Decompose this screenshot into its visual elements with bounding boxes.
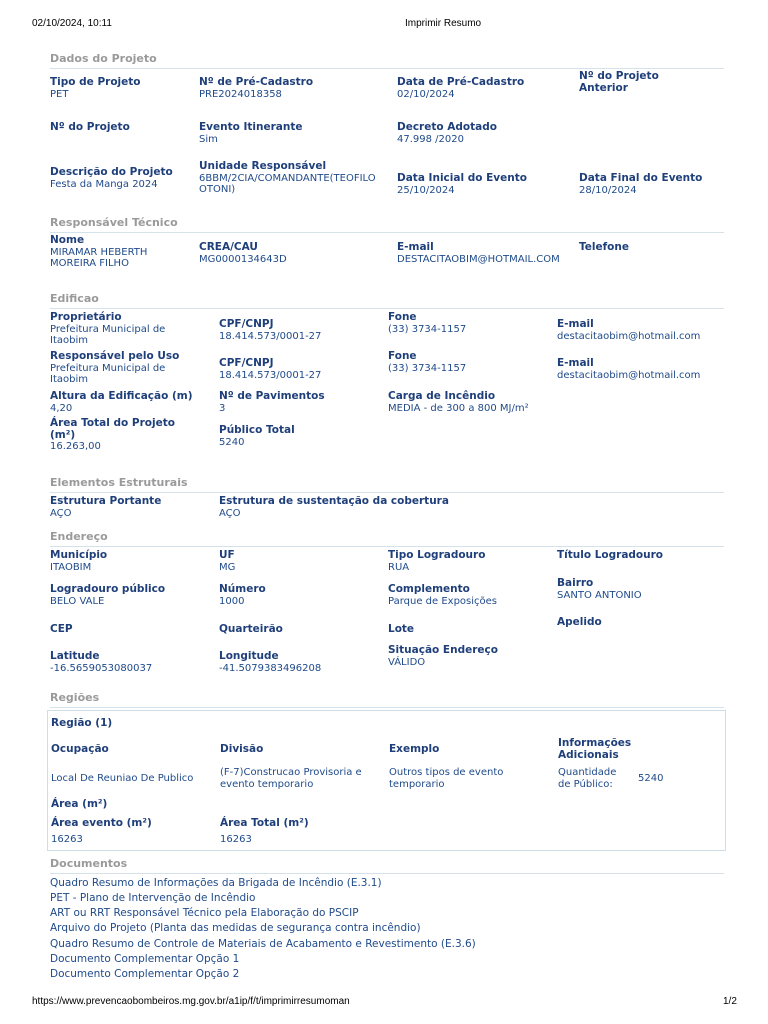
field-lote [388, 624, 414, 636]
field-value: 4,20 [50, 402, 73, 414]
field-value: (33) 3734-1157 [388, 362, 467, 374]
field-value: DESTACITAOBIM@HOTMAIL.COM [397, 253, 560, 265]
field-value: PET [50, 88, 69, 100]
section-endereco: Endereço [50, 530, 724, 547]
document-link[interactable]: Documento Complementar Opção 1 [50, 953, 240, 965]
field-label: Evento Itinerante [199, 121, 303, 133]
field-value: 5240 [219, 436, 245, 448]
field-label: Fone [388, 350, 417, 362]
field-descricao [50, 167, 173, 190]
field-value: Festa da Manga 2024 [50, 178, 158, 190]
document-link[interactable]: Quadro Resumo de Controle de Materiais de Acabamento e Revestimento (E.3.6) [50, 938, 476, 950]
field-divisao [220, 744, 263, 756]
field-label: Estrutura Portante [50, 495, 162, 507]
document-link[interactable]: Arquivo do Projeto (Planta das medidas de segurança contra incêndio) [50, 922, 421, 934]
field-value: 16263 [220, 833, 252, 845]
document-link[interactable]: Quadro Resumo de Informações da Brigada de Incêndio (E.3.1) [50, 877, 382, 889]
field-value: -16.5659053080037 [50, 662, 153, 674]
field-decreto [397, 122, 497, 145]
field-email-uso [557, 358, 700, 381]
field-label: Número [219, 583, 266, 595]
field-value: BELO VALE [50, 595, 105, 607]
field-value: 28/10/2024 [579, 184, 637, 196]
field-longitude [219, 651, 321, 674]
field-label: CEP [50, 623, 73, 635]
field-label: Adicionais [558, 748, 619, 761]
field-numero-projeto [50, 122, 130, 134]
field-fone-uso [388, 351, 466, 374]
field-publico-total [219, 425, 295, 448]
field-label: Tipo Logradouro [388, 549, 486, 561]
field-value: MG [219, 561, 236, 573]
field-value: MEDIA - de 300 a 800 MJ/m² [388, 402, 529, 414]
field-label: E-mail [557, 357, 594, 369]
field-unidade-responsavel [199, 161, 376, 196]
field-numero [219, 584, 266, 607]
field-label: Nº de Pavimentos [219, 390, 325, 402]
field-proprietario [50, 312, 165, 347]
ocupacao-value [51, 773, 193, 785]
field-label: Data de Pré-Cadastro [397, 76, 525, 88]
field-titulo-logradouro [557, 550, 663, 562]
field-value: Parque de Exposições [388, 595, 498, 607]
quantidade-publico-label [558, 767, 616, 790]
field-label: E-mail [557, 318, 594, 330]
field-label: Responsável pelo Uso [50, 350, 180, 362]
field-complemento [388, 584, 497, 607]
field-label: Situação Endereço [388, 644, 498, 656]
print-datetime: 02/10/2024, 10:11 [32, 18, 112, 29]
field-value: (33) 3734-1157 [388, 323, 467, 335]
field-label: Anterior [579, 81, 628, 94]
field-situacao-endereco [388, 645, 498, 668]
field-value: temporario [389, 778, 445, 790]
field-latitude [50, 651, 152, 674]
field-value: RUA [388, 561, 410, 573]
field-label: Título Logradouro [557, 549, 664, 561]
field-cpf-cnpj-proprietario [219, 319, 321, 342]
field-value: Itaobim [50, 335, 88, 346]
field-label: Lote [388, 623, 415, 635]
print-title: Imprimir Resumo [405, 18, 482, 29]
field-pre-cadastro [199, 77, 313, 100]
field-value: 18.414.573/0001-27 [219, 369, 322, 381]
field-label: Telefone [579, 241, 629, 253]
page-number: 1/2 [723, 996, 737, 1007]
field-label: Decreto Adotado [397, 121, 497, 133]
field-label: Unidade Responsável [199, 160, 327, 172]
field-value: 02/10/2024 [397, 88, 455, 100]
field-value: AÇO [50, 507, 72, 519]
field-email-proprietario [557, 319, 700, 342]
field-label: Exemplo [389, 743, 440, 755]
field-value: evento temporario [220, 778, 314, 790]
field-value: Local De Reuniao De Publico [51, 773, 194, 784]
field-label: Carga de Incêndio [388, 390, 496, 402]
field-value: 18.414.573/0001-27 [219, 330, 322, 342]
field-value: MIRAMAR HEBERTH [50, 246, 148, 258]
field-email [397, 242, 560, 265]
field-apelido [557, 617, 602, 629]
field-label: Quantidade [558, 767, 617, 778]
field-area-evento [51, 818, 152, 845]
field-value: Prefeitura Municipal de [50, 323, 166, 335]
field-data-inicial [397, 173, 527, 196]
field-label: Área Total do Projeto [50, 417, 175, 429]
field-value: Outros tipos de evento [389, 767, 504, 778]
field-area-total-projeto [50, 418, 175, 453]
field-label: Informações [558, 737, 632, 749]
divisao-value [220, 767, 362, 790]
field-crea-cau [199, 242, 287, 265]
document-link[interactable]: PET - Plano de Intervenção de Incêndio [50, 892, 256, 904]
section-elementos-estruturais: Elementos Estruturais [50, 476, 724, 493]
field-exemplo [389, 744, 439, 756]
document-link[interactable]: ART ou RRT Responsável Técnico pela Elaboração do PSCIP [50, 907, 359, 919]
field-estrutura-cobertura [219, 496, 449, 519]
field-label: Área Total (m²) [220, 817, 309, 829]
field-bairro [557, 578, 642, 601]
field-value: SANTO ANTONIO [557, 589, 642, 601]
field-value: MOREIRA FILHO [50, 258, 129, 269]
exemplo-value [389, 767, 503, 790]
field-data-pre-cadastro [397, 77, 524, 100]
section-regioes: Regiões [50, 691, 724, 708]
field-label: Apelido [557, 616, 602, 628]
field-label: Data Inicial do Evento [397, 172, 527, 184]
field-label: Latitude [50, 650, 100, 662]
field-label: Logradouro público [50, 583, 166, 595]
field-value: 47.998 /2020 [397, 133, 464, 145]
field-value: -41.5079383496208 [219, 662, 322, 674]
area-title [51, 799, 107, 811]
document-link[interactable]: Documento Complementar Opção 2 [50, 968, 240, 980]
field-ocupacao [51, 744, 109, 756]
field-value: 1000 [219, 595, 245, 607]
field-label: de Público: [558, 778, 613, 790]
field-telefone [579, 242, 629, 254]
field-value: 5240 [638, 773, 664, 784]
field-quarteirao [219, 624, 283, 636]
field-estrutura-portante [50, 496, 161, 519]
field-tipo-projeto [50, 77, 140, 100]
field-value: ITAOBIM [50, 561, 92, 573]
field-label: Divisão [220, 743, 264, 755]
field-label: Complemento [388, 583, 470, 595]
field-value: Sim [199, 133, 218, 145]
field-value: (F-7)Construcao Provisoria e [220, 767, 362, 778]
field-evento-itinerante [199, 122, 303, 145]
field-label: Fone [388, 311, 417, 323]
field-label: Altura da Edificação (m) [50, 390, 193, 402]
field-label: Bairro [557, 577, 594, 589]
field-label: Área (m²) [51, 798, 108, 810]
field-label: CREA/CAU [199, 241, 258, 253]
field-value: 25/10/2024 [397, 184, 455, 196]
field-nome [50, 235, 147, 270]
field-label: Estrutura de sustentação da cobertura [219, 495, 449, 507]
field-label: CPF/CNPJ [219, 357, 274, 369]
section-dados-projeto: Dados do Projeto [50, 52, 724, 69]
field-label: Público Total [219, 424, 295, 436]
field-label: Município [50, 549, 108, 561]
field-informacoes-adicionais [558, 738, 631, 761]
field-label: Nome [50, 234, 85, 246]
field-value: VÁLIDO [388, 656, 426, 668]
field-label: Área evento (m²) [51, 817, 152, 829]
field-label: Quarteirão [219, 623, 283, 635]
field-label: Descrição do Projeto [50, 166, 173, 178]
field-cpf-cnpj-uso [219, 358, 321, 381]
field-value: 16263 [51, 833, 83, 845]
field-label: Região (1) [51, 717, 113, 729]
field-label: E-mail [397, 241, 434, 253]
field-value: Itaobim [50, 374, 88, 385]
field-value: OTONI) [199, 184, 236, 195]
field-label: Proprietário [50, 311, 122, 323]
field-value: PRE2024018358 [199, 88, 282, 100]
field-value: 6BBM/2CIA/COMANDANTE(TEOFILO [199, 172, 376, 184]
field-fone-proprietario [388, 312, 466, 335]
field-label: Nº de Pré-Cadastro [199, 76, 314, 88]
field-carga-incendio [388, 391, 529, 414]
footer-url: https://www.prevencaobombeiros.mg.gov.br/a1ip/f/t/imprimirresumoman [32, 996, 350, 1007]
field-municipio [50, 550, 107, 573]
field-value: destacitaobim@hotmail.com [557, 369, 701, 381]
field-label: Data Final do Evento [579, 172, 703, 184]
field-label: Longitude [219, 650, 279, 662]
field-cep [50, 624, 73, 636]
field-value: 3 [219, 402, 226, 414]
section-documentos: Documentos [50, 857, 724, 874]
field-value: AÇO [219, 507, 241, 519]
quantidade-publico-value [638, 773, 663, 785]
field-label: CPF/CNPJ [219, 318, 274, 330]
field-logradouro [50, 584, 165, 607]
section-responsavel-tecnico: Responsável Técnico [50, 216, 724, 233]
field-label: Nº do Projeto [579, 70, 659, 82]
field-data-final [579, 173, 702, 196]
field-label: Nº do Projeto [50, 121, 130, 133]
field-value: Prefeitura Municipal de [50, 362, 166, 374]
field-label: UF [219, 549, 235, 561]
field-area-total [220, 818, 309, 845]
field-label: Tipo de Projeto [50, 76, 141, 88]
field-label: (m²) [50, 428, 76, 441]
field-responsavel-uso [50, 351, 179, 386]
field-projeto-anterior [579, 71, 659, 94]
regiao-title [51, 718, 112, 730]
field-value: 16.263,00 [50, 441, 101, 452]
field-altura [50, 391, 193, 414]
section-edificacao: Edificao [50, 292, 724, 309]
field-label: Ocupação [51, 743, 109, 755]
field-value: destacitaobim@hotmail.com [557, 330, 701, 342]
field-pavimentos [219, 391, 325, 414]
field-uf [219, 550, 235, 573]
field-tipo-logradouro [388, 550, 485, 573]
field-value: MG0000134643D [199, 253, 287, 265]
